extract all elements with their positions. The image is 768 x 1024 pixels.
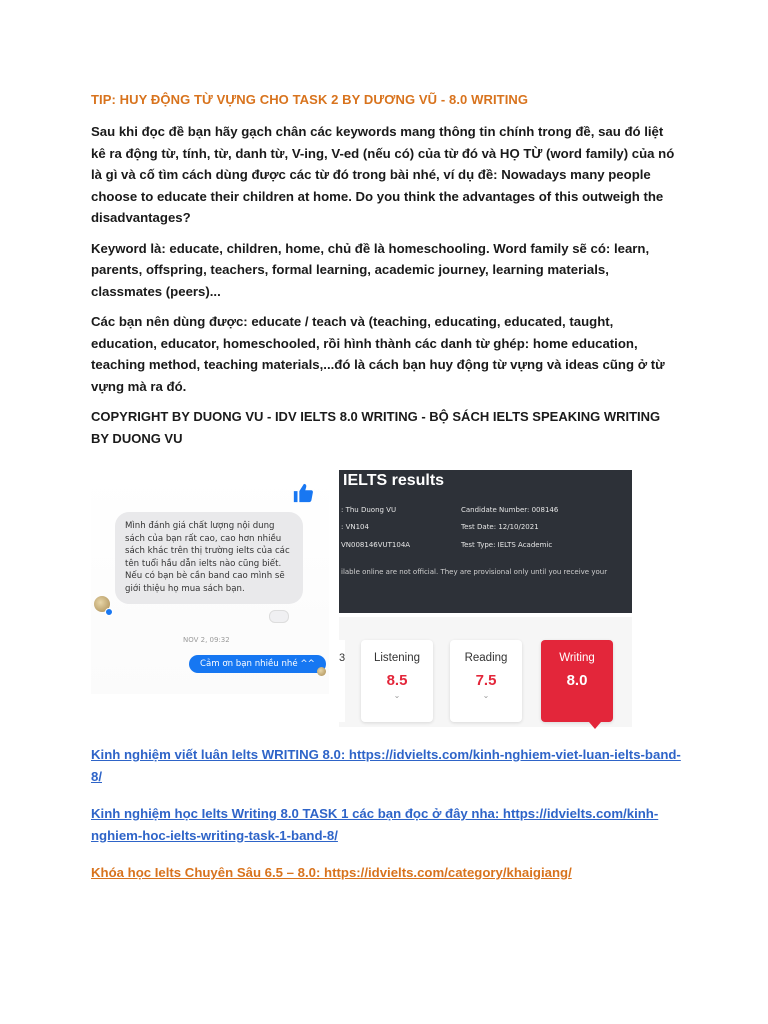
chat-timestamp: NOV 2, 09:32 bbox=[183, 636, 230, 644]
score-value: 8.5 bbox=[386, 672, 408, 689]
copyright-note: COPYRIGHT BY DUONG VU - IDV IELTS 8.0 WRITING - BỘ SÁCH IELTS SPEAKING WRITING BY DUONG VU bbox=[91, 409, 661, 446]
messenger-badge-icon bbox=[105, 608, 113, 616]
reaction-icon bbox=[269, 610, 289, 623]
results-heading: IELTS results bbox=[343, 472, 445, 489]
chevron-down-icon: ⌄ bbox=[482, 691, 490, 700]
score-cards bbox=[339, 617, 632, 727]
chat-reply: Cảm ơn bạn nhiều nhé ^^ bbox=[189, 655, 326, 673]
score-card-writing bbox=[541, 640, 613, 722]
seen-avatar bbox=[317, 667, 326, 676]
link-list bbox=[91, 744, 681, 900]
score-label: Reading bbox=[464, 652, 508, 664]
score-label: Listening bbox=[373, 652, 421, 664]
candidate-name: : Thu Duong VU bbox=[341, 506, 397, 514]
reference-number: VN008146VUT104A bbox=[341, 541, 411, 549]
page-title: TIP: HUY ĐỘNG TỪ VỰNG CHO TASK 2 BY DƯƠNG VŨ - 8.0 WRITING bbox=[91, 92, 529, 107]
ielts-results-panel bbox=[339, 470, 632, 613]
candidate-number: Candidate Number: 008146 bbox=[461, 506, 559, 514]
paragraph-keywords: Keyword là: educate, children, home, chủ đề là homeschooling. Word family sẽ có: learn, parents, offspring, teachers, formal learning, academic journey, learning materials, classmates (peers)... bbox=[91, 240, 650, 299]
link-course[interactable]: Khóa học Ielts Chuyên Sâu 6.5 – 8.0: https://idvielts.com/category/khaigiang/ bbox=[91, 865, 572, 880]
test-centre: : VN104 bbox=[341, 523, 369, 531]
test-date: Test Date: 12/10/2021 bbox=[461, 523, 539, 531]
document-body bbox=[91, 92, 681, 449]
score-value: 7.5 bbox=[475, 672, 497, 689]
chat-screenshot bbox=[91, 474, 329, 694]
score-card-partial-label: 3 bbox=[339, 652, 346, 664]
chevron-down-icon: ⌄ bbox=[393, 691, 401, 700]
paragraph-usage: Các bạn nên dùng được: educate / teach và (teaching, educating, educated, taught, education, educator, homeschooled, rồi hình thành các danh từ ghép: home education, teaching method, teaching materials,...đó là cách bạn huy động từ vựng và ideas cũng ở từ vựng mà ra đó. bbox=[91, 314, 665, 394]
score-card-reading bbox=[450, 640, 522, 722]
link-writing-experience[interactable]: Kinh nghiệm viết luân Ielts WRITING 8.0: https://idvielts.com/kinh-nghiem-viet-luan-ielts-band-8/ bbox=[91, 747, 681, 784]
results-disclaimer: ilable online are not official. They are provisional only until you receive your bbox=[341, 568, 608, 576]
screenshot-image bbox=[91, 470, 632, 727]
test-type: Test Type: IELTS Academic bbox=[461, 541, 553, 549]
pointer-notch bbox=[589, 722, 601, 729]
score-value: 8.0 bbox=[566, 672, 588, 689]
link-task1-experience[interactable]: Kinh nghiệm học Ielts Writing 8.0 TASK 1 các bạn đọc ở đây nha: https://idvielts.com/kinh-nghiem-hoc-ielts-writing-task-1-band-8/ bbox=[91, 806, 659, 843]
score-card-listening bbox=[361, 640, 433, 722]
thumbs-up-icon bbox=[292, 482, 314, 504]
score-label: Writing bbox=[559, 652, 595, 664]
chat-message: Mình đánh giá chất lượng nội dung sách của bạn rất cao, cao hơn nhiều sách khác trên thị trường ielts của các tên tuổi hầu dẫn ielts nào cũng biết. Nếu có bạn bè cần band cao mình sẽ giới thiệu họ mua sách bạn. bbox=[115, 512, 303, 604]
paragraph-intro: Sau khi đọc đề bạn hãy gạch chân các keywords mang thông tin chính trong đề, sau đó liệt kê ra động từ, tính, từ, danh từ, V-ing, V-ed (nếu có) của từ đó và HỌ TỪ (word family) của nó là gì và cố tìm cách dùng được các từ đó trong bài nhé, ví dụ đề: Nowadays many people choose to educate their children at home. Do you think the advantages of this outweigh the disadvantages? bbox=[91, 124, 675, 225]
